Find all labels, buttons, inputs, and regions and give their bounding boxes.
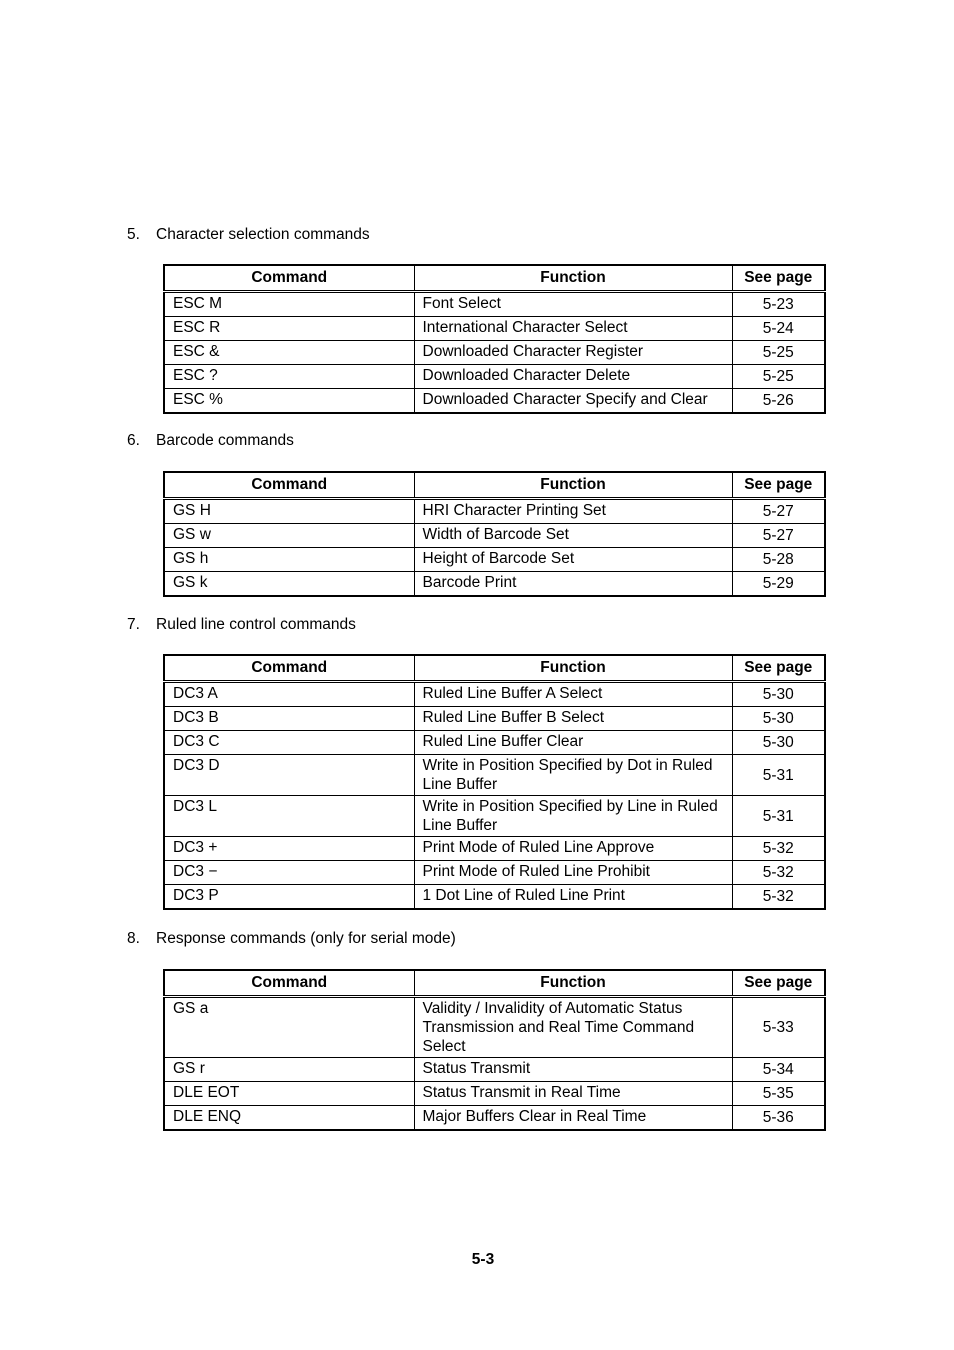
page-cell: 5-26: [732, 389, 825, 414]
table-row: [164, 861, 825, 885]
command-cell: DLE EOT: [164, 1082, 414, 1106]
page-cell: 5-36: [732, 1106, 825, 1131]
page-cell: 5-28: [732, 548, 825, 572]
column-header-command: Command: [164, 472, 414, 499]
section-5-heading: [127, 226, 370, 244]
command-cell: GS H: [164, 499, 414, 524]
command-cell: DC3 +: [164, 837, 414, 861]
table-row: [164, 548, 825, 572]
function-cell: Downloaded Character Delete: [414, 365, 732, 389]
command-cell: ESC %: [164, 389, 414, 414]
function-cell: Major Buffers Clear in Real Time: [414, 1106, 732, 1131]
column-header-command: Command: [164, 970, 414, 997]
table-row: [164, 997, 825, 1058]
function-cell: Width of Barcode Set: [414, 524, 732, 548]
table-row: [164, 885, 825, 910]
command-cell: DC3 C: [164, 731, 414, 755]
table-row: [164, 572, 825, 597]
command-cell: DC3 −: [164, 861, 414, 885]
command-cell: ESC M: [164, 292, 414, 317]
column-header-page: See page: [732, 472, 825, 499]
command-cell: DC3 L: [164, 796, 414, 837]
command-cell: ESC &: [164, 341, 414, 365]
table-row: [164, 731, 825, 755]
table-row: [164, 499, 825, 524]
table-row: [164, 1106, 825, 1131]
function-cell: HRI Character Printing Set: [414, 499, 732, 524]
column-header-command: Command: [164, 655, 414, 682]
column-header-function: Function: [414, 265, 732, 292]
page-number: 5-3: [471, 1251, 495, 1268]
page-cell: 5-35: [732, 1082, 825, 1106]
page-cell: 5-30: [732, 707, 825, 731]
command-cell: GS h: [164, 548, 414, 572]
command-cell: DC3 A: [164, 682, 414, 707]
section-7-heading: [127, 616, 356, 634]
function-cell: Validity / Invalidity of Automatic Status Transmission and Real Time Command Select: [414, 997, 732, 1058]
page-cell: 5-32: [732, 861, 825, 885]
table-row: [164, 682, 825, 707]
section-6-heading: [127, 432, 294, 450]
page-cell: 5-27: [732, 524, 825, 548]
function-cell: Write in Position Specified by Dot in Ruled Line Buffer: [414, 755, 732, 796]
command-cell: DC3 D: [164, 755, 414, 796]
function-cell: Barcode Print: [414, 572, 732, 597]
table-row: [164, 389, 825, 414]
command-cell: DLE ENQ: [164, 1106, 414, 1131]
command-cell: ESC R: [164, 317, 414, 341]
function-cell: Ruled Line Buffer Clear: [414, 731, 732, 755]
function-cell: Status Transmit: [414, 1058, 732, 1082]
function-cell: Height of Barcode Set: [414, 548, 732, 572]
table-row: [164, 292, 825, 317]
column-header-page: See page: [732, 655, 825, 682]
function-cell: Downloaded Character Specify and Clear: [414, 389, 732, 414]
page-cell: 5-32: [732, 885, 825, 910]
command-cell: DC3 B: [164, 707, 414, 731]
function-cell: Downloaded Character Register: [414, 341, 732, 365]
column-header-function: Function: [414, 472, 732, 499]
function-cell: Font Select: [414, 292, 732, 317]
table-row: [164, 755, 825, 796]
function-cell: Print Mode of Ruled Line Approve: [414, 837, 732, 861]
page-cell: 5-31: [732, 755, 825, 796]
function-cell: Ruled Line Buffer A Select: [414, 682, 732, 707]
function-cell: Write in Position Specified by Line in Ruled Line Buffer: [414, 796, 732, 837]
section-title: Ruled line control commands: [156, 616, 356, 633]
command-cell: GS a: [164, 997, 414, 1058]
command-cell: ESC ?: [164, 365, 414, 389]
table-row: [164, 365, 825, 389]
function-cell: Status Transmit in Real Time: [414, 1082, 732, 1106]
section-number: 6.: [127, 432, 140, 449]
column-header-function: Function: [414, 970, 732, 997]
column-header-function: Function: [414, 655, 732, 682]
page-cell: 5-25: [732, 365, 825, 389]
page-cell: 5-29: [732, 572, 825, 597]
page-cell: 5-27: [732, 499, 825, 524]
section-number: 5.: [127, 226, 140, 243]
character-selection-table: [163, 264, 826, 414]
command-cell: GS w: [164, 524, 414, 548]
page-cell: 5-24: [732, 317, 825, 341]
section-title: Response commands (only for serial mode): [156, 930, 456, 947]
command-cell: DC3 P: [164, 885, 414, 910]
section-title: Barcode commands: [156, 432, 294, 449]
page-cell: 5-30: [732, 682, 825, 707]
table-row: [164, 1082, 825, 1106]
command-cell: GS r: [164, 1058, 414, 1082]
page-cell: 5-30: [732, 731, 825, 755]
section-title: Character selection commands: [156, 226, 370, 243]
section-number: 7.: [127, 616, 140, 633]
page-cell: 5-33: [732, 997, 825, 1058]
table-row: [164, 341, 825, 365]
ruled-line-table: [163, 654, 826, 910]
section-8-heading: [127, 930, 456, 948]
table-row: [164, 1058, 825, 1082]
section-number: 8.: [127, 930, 140, 947]
column-header-page: See page: [732, 970, 825, 997]
barcode-table: [163, 471, 826, 597]
table-row: [164, 837, 825, 861]
function-cell: Print Mode of Ruled Line Prohibit: [414, 861, 732, 885]
table-row: [164, 524, 825, 548]
page-cell: 5-31: [732, 796, 825, 837]
page-cell: 5-23: [732, 292, 825, 317]
table-row: [164, 796, 825, 837]
table-row: [164, 707, 825, 731]
column-header-page: See page: [732, 265, 825, 292]
page-cell: 5-25: [732, 341, 825, 365]
function-cell: Ruled Line Buffer B Select: [414, 707, 732, 731]
table-row: [164, 317, 825, 341]
column-header-command: Command: [164, 265, 414, 292]
command-cell: GS k: [164, 572, 414, 597]
page-cell: 5-34: [732, 1058, 825, 1082]
page-cell: 5-32: [732, 837, 825, 861]
function-cell: 1 Dot Line of Ruled Line Print: [414, 885, 732, 910]
function-cell: International Character Select: [414, 317, 732, 341]
response-table: [163, 969, 826, 1131]
